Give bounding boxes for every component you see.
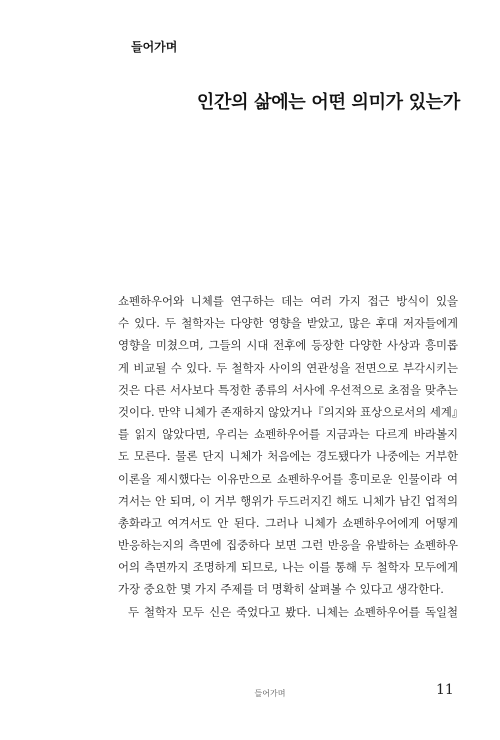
chapter-title: 인간의 삶에는 어떤 의미가 있는가 xyxy=(196,92,460,113)
section-label: 들어가며 xyxy=(131,40,178,54)
body-line: 겨서는 안 되며, 이 거부 행위가 두드러지긴 해도 니체가 남긴 업적의 xyxy=(118,493,458,508)
body-line: 수 있다. 두 철학자는 다양한 영향을 받았고, 많은 후대 저자들에게 xyxy=(118,316,458,331)
running-footer-title: 들어가며 xyxy=(254,689,286,698)
body-line: 를 읽지 않았다면, 우리는 쇼펜하우어를 지금과는 다르게 바라볼지 xyxy=(118,427,458,442)
body-line: 두 철학자 모두 신은 죽었다고 봤다. 니체는 쇼펜하우어를 독일철 xyxy=(128,604,458,619)
body-line: 것은 다른 서사보다 특정한 종류의 서사에 우선적으로 초점을 맞추는 xyxy=(118,382,458,397)
body-line: 가장 중요한 몇 가지 주제를 더 명확히 살펴볼 수 있다고 생각한다. xyxy=(118,582,444,597)
body-line: 이론을 제시했다는 이유만으로 쇼펜하우어를 흥미로운 인물이라 여 xyxy=(118,471,458,486)
body-line: 영향을 미쳤으며, 그들의 시대 전후에 등장한 다양한 사상과 흥미롭 xyxy=(118,338,458,353)
body-line: 게 비교될 수 있다. 두 철학자 사이의 연관성을 전면으로 부각시키는 xyxy=(118,360,458,375)
body-text xyxy=(118,290,464,623)
body-line: 도 모른다. 물론 단지 니체가 처음에는 경도됐다가 나중에는 거부한 xyxy=(118,449,458,464)
body-line: 어의 측면까지 조명하게 되므로, 나는 이를 통해 두 철학자 모두에게 xyxy=(118,560,458,575)
body-line: 것이다. 만약 니체가 존재하지 않았거나『의지와 표상으로서의 세계』 xyxy=(118,404,464,419)
body-line: 반응하는지의 측면에 집중하다 보면 그런 반응을 유발하는 쇼펜하우 xyxy=(118,538,458,553)
body-line: 총화라고 여겨서도 안 된다. 그러나 니체가 쇼펜하우어에게 어떻게 xyxy=(118,515,458,530)
body-line: 쇼펜하우어와 니체를 연구하는 데는 여러 가지 접근 방식이 있을 xyxy=(118,294,458,308)
page-number: 11 xyxy=(436,682,454,698)
